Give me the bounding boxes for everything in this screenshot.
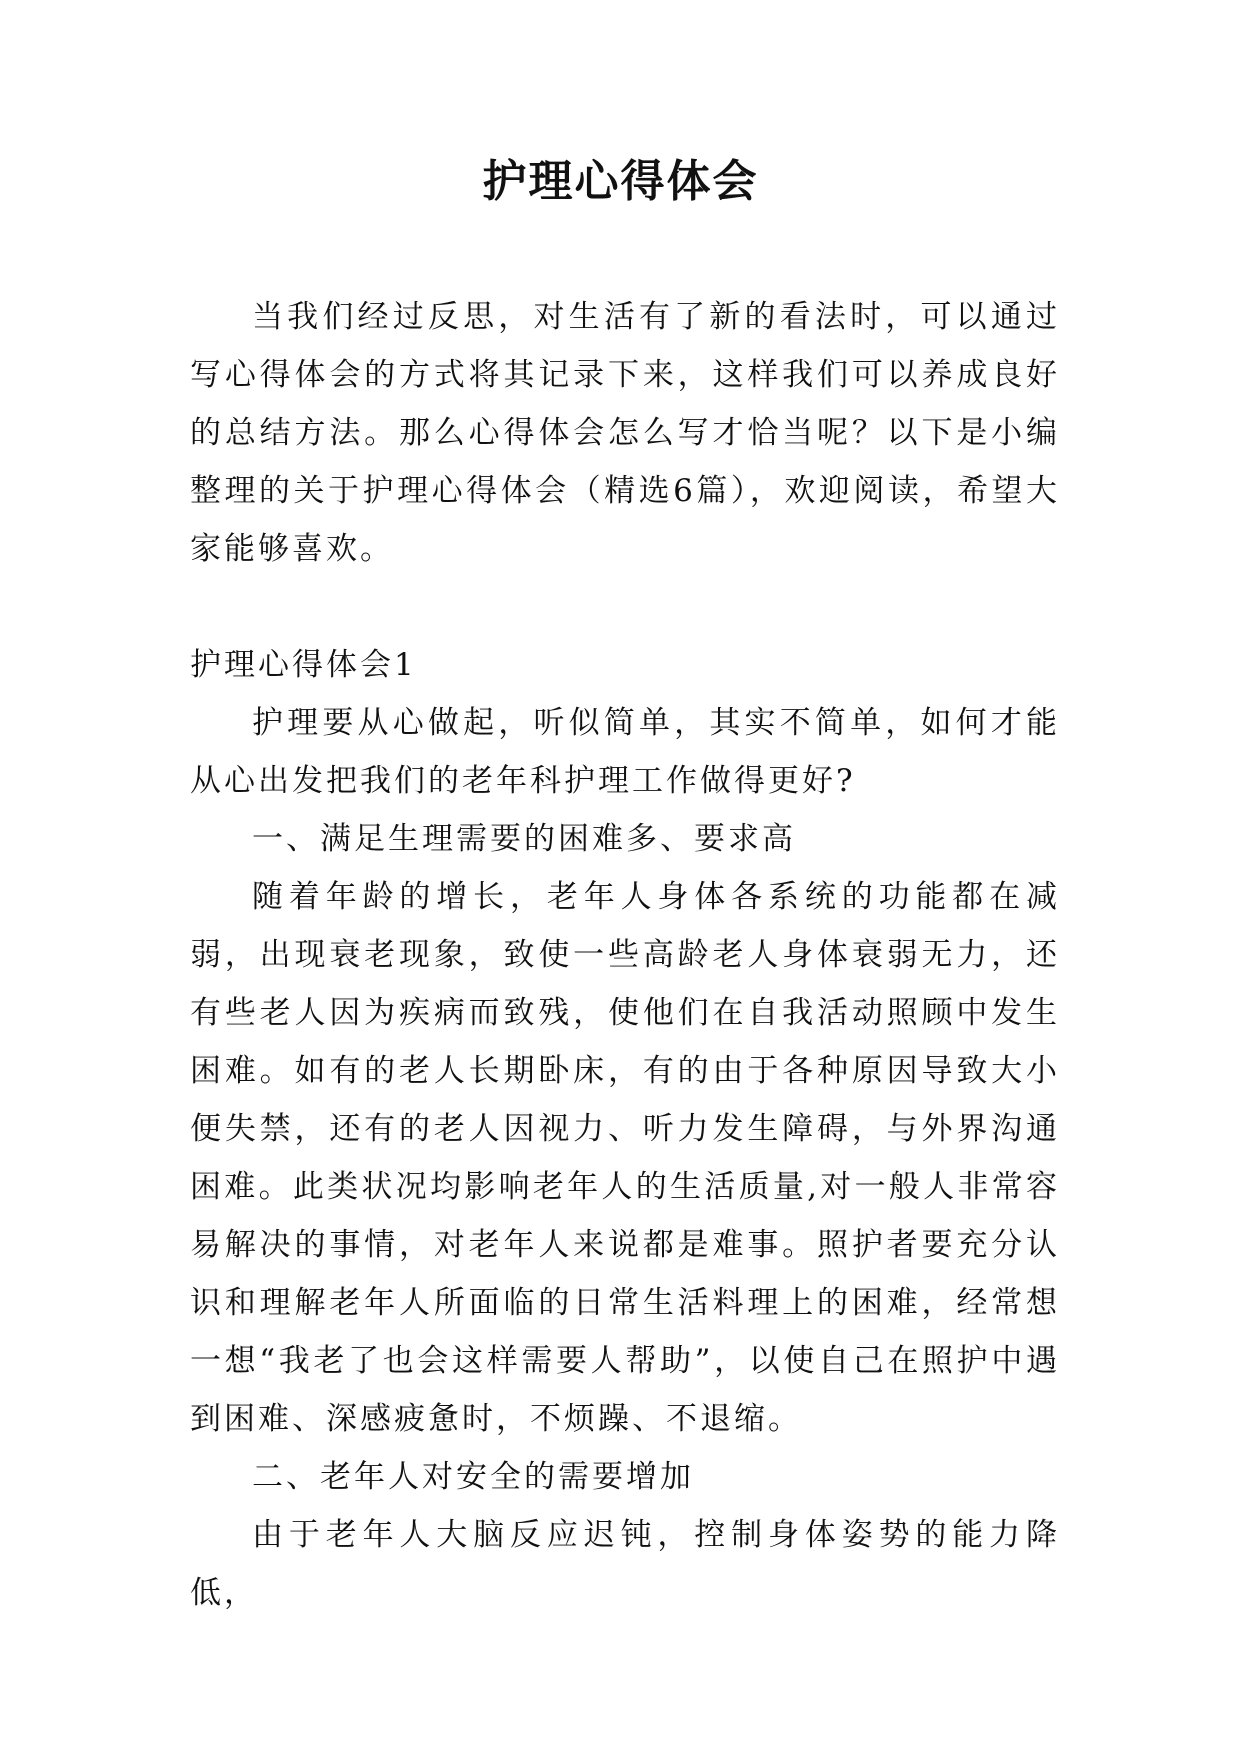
subheading-1: 一、满足生理需要的困难多、要求高 xyxy=(252,821,796,857)
subheading-2: 二、老年人对安全的需要增加 xyxy=(252,1459,694,1495)
paragraph-3: 由于老年人大脑反应迟钝，控制身体姿势的能力降低， xyxy=(190,1517,1060,1611)
document-title: 护理心得体会 xyxy=(482,156,759,207)
section-spacer xyxy=(190,578,1060,636)
paragraph-1: 护理要从心做起，听似简单，其实不简单，如何才能从心出发把我们的老年科护理工作做得更好? xyxy=(190,705,1060,799)
document-body xyxy=(190,288,1060,1622)
section-heading: 护理心得体会1 xyxy=(190,647,417,683)
paragraph-2: 随着年龄的增长，老年人身体各系统的功能都在减弱，出现衰老现象，致使一些高龄老人身体衰弱无力，还有些老人因为疾病而致残，使他们在自我活动照顾中发生困难。如有的老人长期卧床，有的由于各种原因导致大小便失禁，还有的老人因视力、听力发生障碍，与外界沟通困难。此类状况均影响老年人的生活质量,对一般人非常容易解决的事情，对老年人来说都是难事。照护者要充分认识和理解老年人所面临的日常生活料理上的困难，经常想一想“我老了也会这样需要人帮助”，以使自己在照护中遇到困难、深感疲惫时，不烦躁、不退缩。 xyxy=(190,879,1060,1437)
intro-paragraph: 当我们经过反思，对生活有了新的看法时，可以通过写心得体会的方式将其记录下来，这样我们可以养成良好的总结方法。那么心得体会怎么写才恰当呢？以下是小编整理的关于护理心得体会（精选6篇），欢迎阅读，希望大家能够喜欢。 xyxy=(190,299,1060,567)
